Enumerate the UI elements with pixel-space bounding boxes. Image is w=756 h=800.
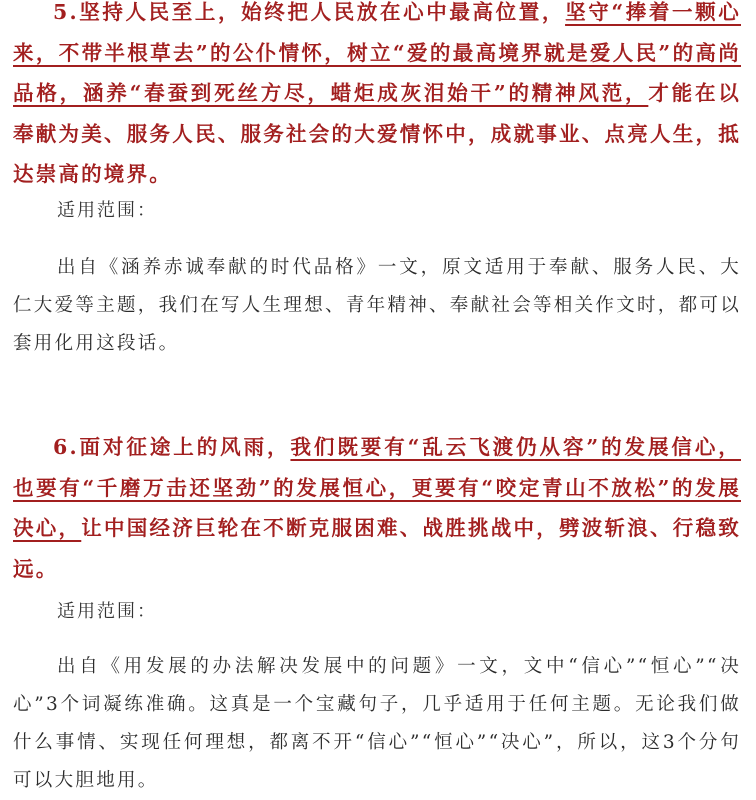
- quote-6-tail: 让中国经济巨轮在不断克服困难、战胜挑战中，劈波斩浪、行稳致远。: [13, 516, 741, 581]
- scope-label-5: 适用范围：: [57, 200, 157, 221]
- scope-text-5: 出自《涵养赤诚奉献的时代品格》一文，原文适用于奉献、服务人民、大仁大爱等主题，我们在写人生理想、青年精神、奉献社会等相关作文时，都可以套用化用这段话。: [13, 257, 742, 354]
- quote-5-underlined: 坚守“捧着一颗心来，不带半根草去”的公仆情怀，树立“爱的最高境界就是爱人民”的高尚品格，涵养“春蚕到死丝方尽，蜡炬成灰泪始干”的精神风范，: [13, 0, 741, 105]
- quote-6-lead: 6.面对征途上的风雨，: [53, 435, 291, 459]
- quote-paragraph-5: [13, 0, 741, 195]
- quote-6-underlined: 我们既要有“乱云飞渡仍从容”的发展信心，也要有“千磨万击还坚劲”的发展恒心，更要有“咬定青山不放松”的发展决心，: [13, 435, 741, 540]
- scope-label-6: 适用范围：: [57, 601, 157, 622]
- quote-5-tail: 才能在以奉献为美、服务人民、服务社会的大爱情怀中，成就事业、点亮人生，抵达崇高的境界。: [13, 81, 741, 186]
- scope-text-6: 出自《用发展的办法解决发展中的问题》一文，文中“信心”“恒心”“决心”3个词凝练准确。这真是一个宝藏句子，几乎适用于任何主题。无论我们做什么事情、实现任何理想，都离不开“信心”“恒心”“决心”，所以，这3个分句可以大胆地用。: [13, 656, 741, 791]
- quote-5-lead: 5.坚持人民至上，始终把人民放在心中最高位置，: [53, 0, 566, 24]
- quote-paragraph-6: [13, 427, 741, 589]
